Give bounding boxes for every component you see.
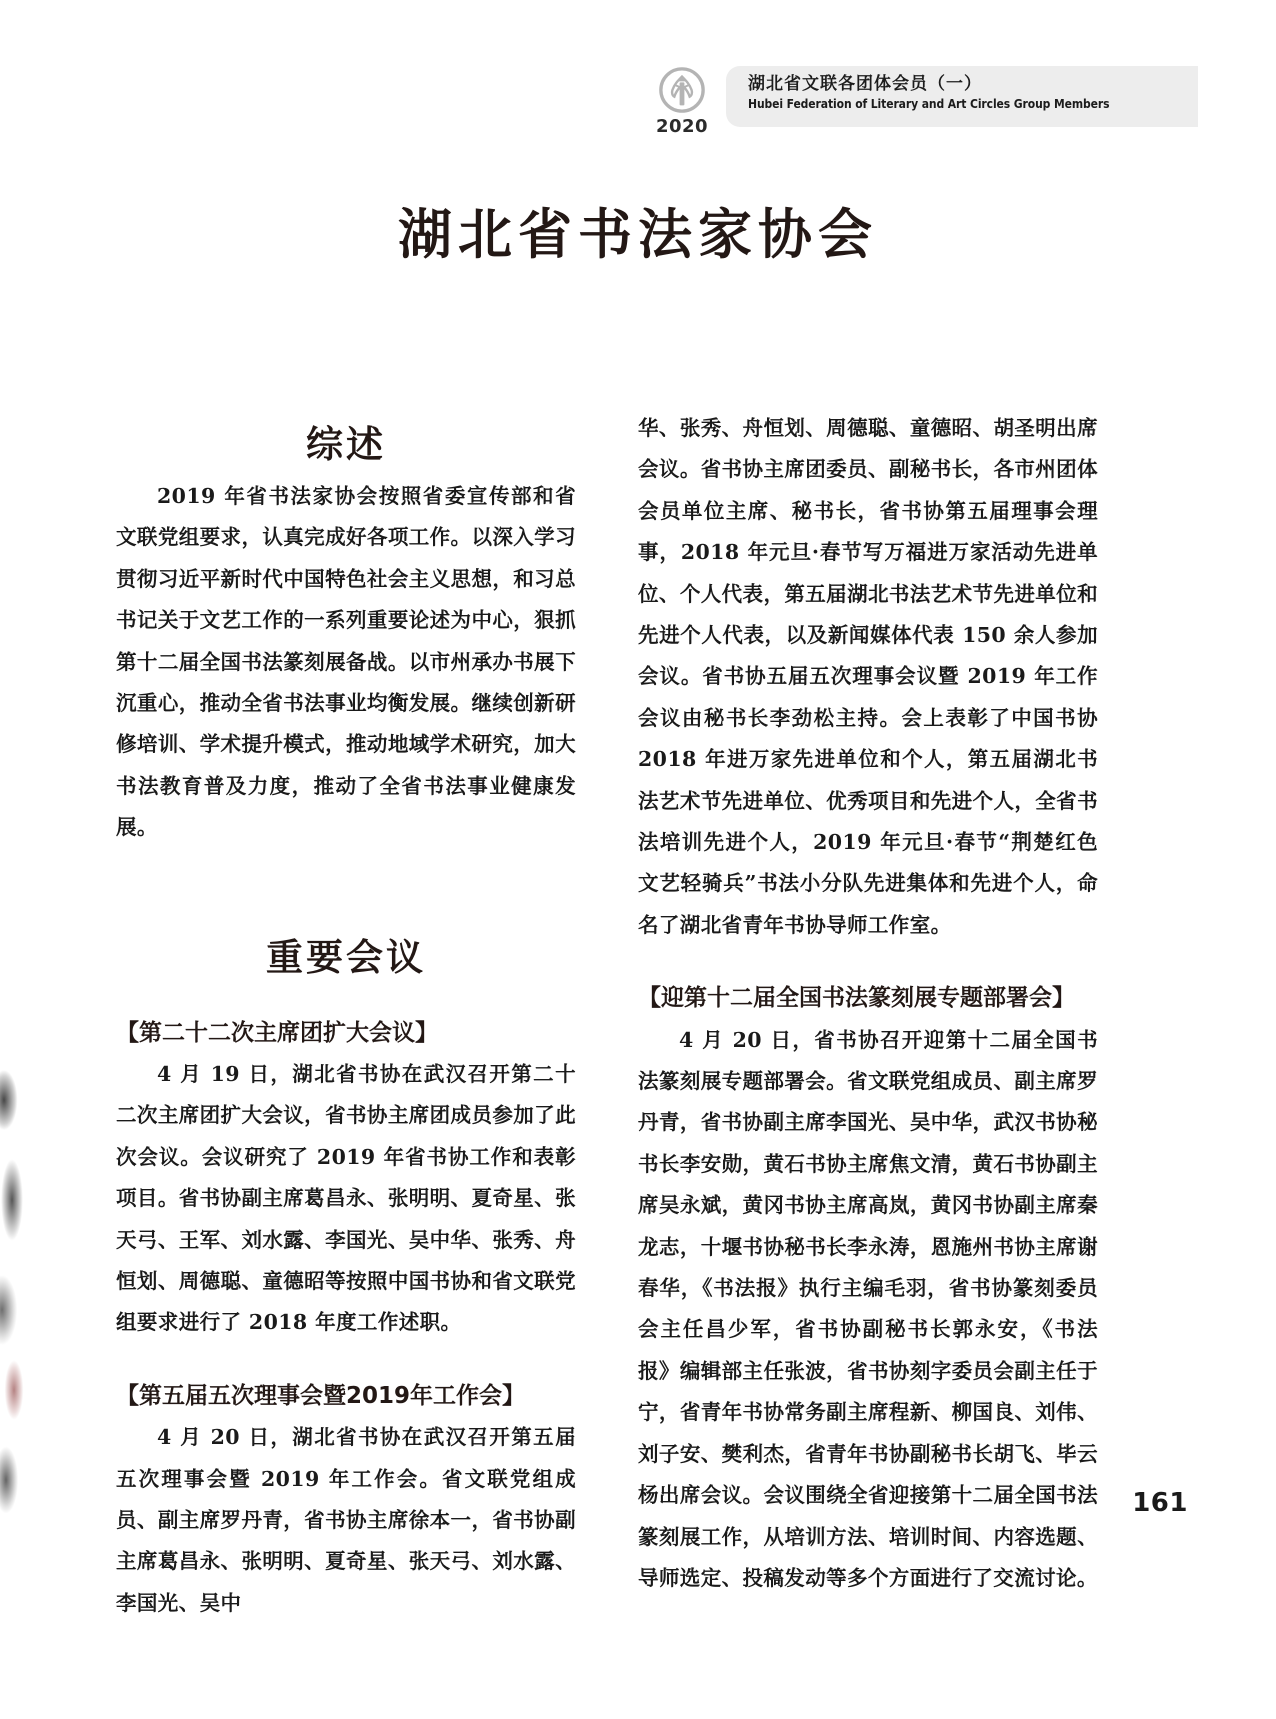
header-logo-year: 2020 <box>655 116 709 137</box>
subsection-paragraph-22nd-presidium: 4 月 19 日，湖北省书协在武汉召开第二十二次主席团扩大会议，省书协主席团成员参加了此次会议。会议研究了 2019 年省书协工作和表彰项目。省书协副主席葛昌永、张明明、夏奇星、张天弓、王军、刘水露、李国光、吴中华、张秀、舟恒划、周德聪、童德昭等按照中国书协和省文联党组要求进行了 2018 年度工作述职。 <box>116 1062 576 1335</box>
decorative-ink-edge <box>0 1060 26 1560</box>
body-columns <box>116 400 1160 1624</box>
header-logo <box>644 66 720 144</box>
subsection-paragraph-12th-national-exhibition: 4 月 20 日，省书协召开迎第十二届全国书法篆刻展专题部署会。省文联党组成员、副主席罗丹青，省书协副主席李国光、吴中华，武汉书协秘书长李安勋，黄石书协主席焦文清，黄石书协副主席吴永斌，黄冈书协主席高岚，黄冈书协副主席秦龙志，十堰书协秘书长李永涛，恩施州书协主席谢春华，《书法报》执行主编毛羽，省书协篆刻委员会主任昌少军，省书协副秘书长郭永安，《书法报》编辑部主任张波，省书协刻字委员会副主任于宁，省青年书协常务副主席程新、柳国良、刘伟、刘子安、樊利杰，省青年书协副秘书长胡飞、毕云杨出席会议。会议围绕全省迎接第十二届全国书法篆刻展工作，从培训方法、培训时间、内容选题、导师选定、投稿发动等多个方面进行了交流讨论。 <box>638 1027 1098 1590</box>
subsection-paragraph-5th-council: 4 月 20 日，湖北省书协在武汉召开第五届五次理事会暨 2019 年工作会。省文联党组成员、副主席罗丹青，省书协主席徐本一，省书协副主席葛昌永、张明明、夏奇星、张天弓、刘水露、李国光、吴中 <box>116 1425 576 1615</box>
subsection-heading-5th-council: 【第五届五次理事会暨2019年工作会】 <box>116 1382 526 1409</box>
section-heading-overview: 综述 <box>306 423 386 466</box>
page-number: 161 <box>1132 1488 1188 1518</box>
right-column <box>638 400 1098 1624</box>
overview-paragraph: 2019 年省书法家协会按照省委宣传部和省文联党组要求，认真完成好各项工作。以深入学习贯彻习近平新时代中国特色社会主义思想，和习总书记关于文艺工作的一系列重要论述为中心，狠抓第十二届全国书法篆刻展备战。以市州承办书展下沉重心，推动全省书法事业均衡发展。继续创新研修培训、学术提升模式，推动地域学术研究，加大书法教育普及力度，推动了全省书法事业健康发展。 <box>116 484 576 840</box>
subsection-heading-12th-national-exhibition: 【迎第十二届全国书法篆刻展专题部署会】 <box>638 985 1075 1012</box>
page-title: 湖北省书法家协会 <box>398 202 878 266</box>
running-header-inner <box>644 66 1198 144</box>
circular-emblem-icon <box>658 66 706 114</box>
header-title-cn: 湖北省文联各团体会员（一） <box>748 74 982 94</box>
section-heading-important-meetings: 重要会议 <box>266 935 426 979</box>
header-title-band <box>726 66 1198 127</box>
running-header <box>0 66 1276 144</box>
continued-paragraph: 华、张秀、舟恒划、周德聪、童德昭、胡圣明出席会议。省书协主席团委员、副秘书长，各市州团体会员单位主席、秘书长，省书协第五届理事会理事，2018 年元旦·春节写万福进万家活动先进单位、个人代表，第五届湖北书法艺术节先进单位和先进个人代表，以及新闻媒体代表 150 余人参加会议。省书协五届五次理事会议暨 2019 年工作会议由秘书长李劲松主持。会上表彰了中国书协 2018 年进万家先进单位和个人，第五届湖北书法艺术节先进单位、优秀项目和先进个人，全省书法培训先进个人，2019 年元旦·春节“荆楚红色文艺轻骑兵”书法小分队先进集体和先进个人，命名了湖北省青年书协导师工作室。 <box>638 416 1098 937</box>
left-column <box>116 400 576 1624</box>
header-title-en: Hubei Federation of Literary and Art Circles Group Members <box>748 96 1110 112</box>
subsection-heading-22nd-presidium: 【第二十二次主席团扩大会议】 <box>116 1019 438 1046</box>
